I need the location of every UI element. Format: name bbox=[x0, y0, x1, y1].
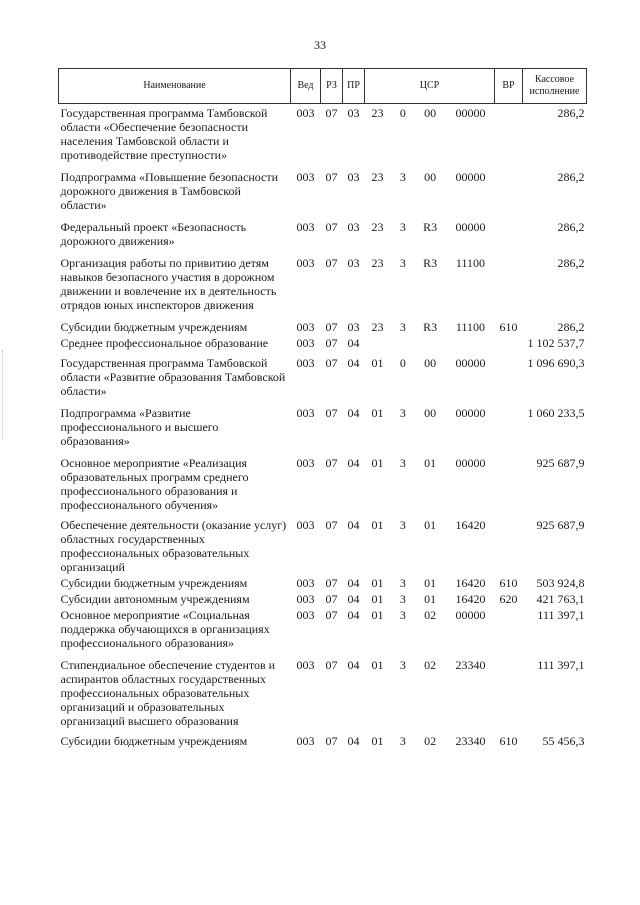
csr-part: 01 bbox=[424, 592, 437, 606]
row-pr: 04 bbox=[347, 592, 360, 606]
csr-part: 02 bbox=[424, 734, 437, 748]
row-amount: 286,2 bbox=[557, 170, 585, 184]
row-amount: 421 763,1 bbox=[536, 592, 585, 606]
row-pr: 04 bbox=[347, 356, 360, 370]
csr-code bbox=[367, 256, 493, 270]
header-name: Наименование bbox=[59, 69, 291, 104]
row-pr: 04 bbox=[347, 336, 360, 350]
csr-part: 02 bbox=[424, 608, 437, 622]
row-rz: 07 bbox=[325, 576, 338, 590]
csr-part: 00000 bbox=[455, 220, 486, 234]
csr-code bbox=[367, 734, 493, 748]
row-name: Субсидии бюджетным учреждениям bbox=[60, 320, 248, 334]
row-ved: 003 bbox=[296, 106, 315, 120]
row-name: Основное мероприятие «Реализация образовательных программ среднего профессионального образования и профессионального обучения» bbox=[60, 456, 249, 512]
csr-part: 00000 bbox=[455, 406, 486, 420]
row-pr: 04 bbox=[347, 518, 360, 532]
row-csr bbox=[365, 212, 495, 248]
row-amount: 111 397,1 bbox=[537, 608, 585, 622]
csr-part: 00 bbox=[424, 170, 437, 184]
csr-part: 0 bbox=[399, 356, 406, 370]
csr-part: 01 bbox=[371, 608, 384, 622]
table-row bbox=[59, 350, 587, 398]
row-csr bbox=[365, 162, 495, 212]
csr-part: 3 bbox=[399, 608, 406, 622]
row-rz: 07 bbox=[325, 170, 338, 184]
row-ved: 003 bbox=[296, 256, 315, 270]
csr-part: 11100 bbox=[455, 256, 486, 270]
row-amount: 1 060 233,5 bbox=[527, 406, 585, 420]
table-row bbox=[59, 104, 587, 163]
csr-part: 23 bbox=[371, 170, 384, 184]
row-pr: 04 bbox=[347, 456, 360, 470]
row-amount: 925 687,9 bbox=[536, 518, 585, 532]
row-vr: 620 bbox=[499, 592, 518, 606]
row-pr: 04 bbox=[347, 658, 360, 672]
csr-part: R3 bbox=[423, 256, 438, 270]
table-row bbox=[59, 312, 587, 334]
header-rz: РЗ bbox=[321, 69, 343, 104]
row-pr: 03 bbox=[347, 256, 360, 270]
csr-part: 23 bbox=[371, 106, 384, 120]
row-rz: 07 bbox=[325, 106, 338, 120]
csr-part: 3 bbox=[399, 170, 406, 184]
row-rz: 07 bbox=[325, 320, 338, 334]
row-amount: 286,2 bbox=[557, 106, 585, 120]
row-vr bbox=[495, 212, 523, 248]
row-name: Основное мероприятие «Социальная поддержка обучающихся в организациях профессионального образования» bbox=[60, 608, 270, 650]
csr-part: 16420 bbox=[455, 518, 486, 532]
csr-part: 01 bbox=[371, 576, 384, 590]
row-vr bbox=[495, 650, 523, 728]
row-name: Федеральный проект «Безопасность дорожного движения» bbox=[60, 220, 247, 248]
row-name: Подпрограмма «Развитие профессионального и высшего образования» bbox=[60, 406, 219, 448]
row-amount: 1 102 537,7 bbox=[527, 336, 585, 350]
csr-code bbox=[367, 170, 493, 184]
row-vr bbox=[495, 512, 523, 574]
csr-part: 3 bbox=[399, 406, 406, 420]
csr-part: 16420 bbox=[455, 576, 486, 590]
row-pr: 03 bbox=[347, 220, 360, 234]
csr-code bbox=[367, 456, 493, 470]
page-number: 33 bbox=[314, 38, 326, 52]
row-csr bbox=[365, 650, 495, 728]
csr-part: 00000 bbox=[455, 356, 486, 370]
header-amount: Кассовое исполнение bbox=[523, 69, 587, 104]
row-rz: 07 bbox=[325, 336, 338, 350]
csr-part: 00 bbox=[424, 356, 437, 370]
csr-part: 00000 bbox=[455, 106, 486, 120]
row-name: Организация работы по привитию детям навыков безопасного участия в дорожном движении и вовлечение их в деятельность отрядов юных инспекторов движения bbox=[60, 256, 277, 312]
row-rz: 07 bbox=[325, 734, 338, 748]
row-pr: 04 bbox=[347, 734, 360, 748]
row-rz: 07 bbox=[325, 518, 338, 532]
row-csr bbox=[365, 512, 495, 574]
csr-code bbox=[367, 608, 493, 622]
csr-part: 3 bbox=[399, 220, 406, 234]
row-pr: 04 bbox=[347, 576, 360, 590]
row-vr bbox=[495, 162, 523, 212]
csr-part: 3 bbox=[399, 592, 406, 606]
row-ved: 003 bbox=[296, 734, 315, 748]
row-amount: 286,2 bbox=[557, 320, 585, 334]
row-pr: 04 bbox=[347, 406, 360, 420]
csr-part: 01 bbox=[371, 592, 384, 606]
csr-part: 0 bbox=[399, 106, 406, 120]
csr-part: 00000 bbox=[455, 608, 486, 622]
csr-part: 01 bbox=[371, 356, 384, 370]
table-row bbox=[59, 212, 587, 248]
csr-part: 3 bbox=[399, 256, 406, 270]
csr-part: 01 bbox=[371, 406, 384, 420]
row-csr bbox=[365, 248, 495, 312]
table-row bbox=[59, 590, 587, 606]
table-row bbox=[59, 398, 587, 448]
row-pr: 04 bbox=[347, 608, 360, 622]
csr-part: 00 bbox=[424, 106, 437, 120]
csr-code bbox=[367, 106, 493, 120]
row-csr bbox=[365, 606, 495, 650]
header-pr: ПР bbox=[343, 69, 365, 104]
row-csr bbox=[365, 590, 495, 606]
csr-part: 3 bbox=[399, 518, 406, 532]
row-ved: 003 bbox=[296, 456, 315, 470]
row-amount: 286,2 bbox=[557, 220, 585, 234]
row-rz: 07 bbox=[325, 608, 338, 622]
csr-part: 02 bbox=[424, 658, 437, 672]
csr-code bbox=[367, 518, 493, 532]
row-name: Государственная программа Тамбовской области «Развитие образования Тамбовской области» bbox=[60, 356, 286, 398]
row-vr bbox=[495, 334, 523, 350]
row-name: Субсидии автономным учреждениям bbox=[60, 592, 250, 606]
csr-part: 00000 bbox=[455, 170, 486, 184]
row-csr bbox=[365, 350, 495, 398]
row-csr bbox=[365, 312, 495, 334]
csr-part: 01 bbox=[424, 518, 437, 532]
row-vr: 610 bbox=[499, 734, 518, 748]
row-rz: 07 bbox=[325, 220, 338, 234]
csr-code bbox=[367, 320, 493, 334]
budget-table bbox=[58, 68, 587, 748]
csr-part: 3 bbox=[399, 576, 406, 590]
row-rz: 07 bbox=[325, 256, 338, 270]
row-ved: 003 bbox=[296, 220, 315, 234]
row-vr bbox=[495, 606, 523, 650]
row-amount: 1 096 690,3 bbox=[527, 356, 585, 370]
row-amount: 55 456,3 bbox=[542, 734, 585, 748]
row-name: Среднее профессиональное образование bbox=[60, 336, 269, 350]
row-pr: 03 bbox=[347, 106, 360, 120]
csr-part: 01 bbox=[371, 518, 384, 532]
csr-code bbox=[367, 356, 493, 370]
row-ved: 003 bbox=[296, 518, 315, 532]
row-name: Субсидии бюджетным учреждениям bbox=[60, 576, 248, 590]
row-ved: 003 bbox=[296, 592, 315, 606]
row-rz: 07 bbox=[325, 406, 338, 420]
table-row bbox=[59, 728, 587, 748]
row-vr: 610 bbox=[499, 320, 518, 334]
csr-part: 01 bbox=[424, 576, 437, 590]
csr-code bbox=[367, 406, 493, 420]
row-csr bbox=[365, 104, 495, 163]
csr-part: 00 bbox=[424, 406, 437, 420]
row-ved: 003 bbox=[296, 576, 315, 590]
row-ved: 003 bbox=[296, 170, 315, 184]
table-row bbox=[59, 574, 587, 590]
table-body bbox=[59, 104, 587, 749]
row-name: Субсидии бюджетным учреждениям bbox=[60, 734, 248, 748]
table-row bbox=[59, 248, 587, 312]
table-row bbox=[59, 334, 587, 350]
row-ved: 003 bbox=[296, 320, 315, 334]
csr-part: 01 bbox=[371, 456, 384, 470]
csr-part: 23 bbox=[371, 220, 384, 234]
row-name: Обеспечение деятельности (оказание услуг) областных государственных профессиональных образовательных организаций bbox=[60, 518, 287, 574]
header-ved: Вед bbox=[291, 69, 321, 104]
table-row bbox=[59, 448, 587, 512]
csr-part: 3 bbox=[399, 658, 406, 672]
row-csr bbox=[365, 574, 495, 590]
row-rz: 07 bbox=[325, 456, 338, 470]
csr-part: R3 bbox=[423, 320, 438, 334]
row-vr bbox=[495, 248, 523, 312]
row-vr bbox=[495, 104, 523, 163]
table-row bbox=[59, 650, 587, 728]
budget-sheet bbox=[58, 68, 586, 748]
csr-part: 3 bbox=[399, 320, 406, 334]
row-ved: 003 bbox=[296, 356, 315, 370]
table-row bbox=[59, 606, 587, 650]
row-rz: 07 bbox=[325, 658, 338, 672]
csr-part: 11100 bbox=[455, 320, 486, 334]
row-ved: 003 bbox=[296, 336, 315, 350]
row-name: Подпрограмма «Повышение безопасности дорожного движения в Тамбовской области» bbox=[60, 170, 279, 212]
row-amount: 286,2 bbox=[557, 256, 585, 270]
row-csr bbox=[365, 398, 495, 448]
header-csr: ЦСР bbox=[365, 69, 495, 104]
scan-edge-mark bbox=[2, 350, 4, 440]
csr-part: 01 bbox=[371, 734, 384, 748]
csr-part: 3 bbox=[399, 734, 406, 748]
csr-part: 00000 bbox=[455, 456, 486, 470]
row-ved: 003 bbox=[296, 658, 315, 672]
row-csr bbox=[365, 448, 495, 512]
csr-part: R3 bbox=[423, 220, 438, 234]
csr-code bbox=[367, 576, 493, 590]
row-amount: 503 924,8 bbox=[536, 576, 585, 590]
csr-part: 01 bbox=[371, 658, 384, 672]
row-amount: 111 397,1 bbox=[537, 658, 585, 672]
row-pr: 03 bbox=[347, 170, 360, 184]
row-ved: 003 bbox=[296, 406, 315, 420]
csr-code bbox=[367, 220, 493, 234]
row-vr: 610 bbox=[499, 576, 518, 590]
row-vr bbox=[495, 448, 523, 512]
row-vr bbox=[495, 398, 523, 448]
row-rz: 07 bbox=[325, 356, 338, 370]
csr-part: 23 bbox=[371, 256, 384, 270]
row-csr bbox=[365, 728, 495, 748]
row-name: Стипендиальное обеспечение студентов и аспирантов областных государственных профессиональных образовательных организаций и образовательных организаций высшего образования bbox=[60, 658, 276, 728]
table-header bbox=[59, 69, 587, 104]
csr-code bbox=[367, 592, 493, 606]
row-csr bbox=[365, 334, 495, 350]
csr-part: 23340 bbox=[455, 658, 486, 672]
row-rz: 07 bbox=[325, 592, 338, 606]
csr-code bbox=[367, 658, 493, 672]
row-vr bbox=[495, 350, 523, 398]
row-amount: 925 687,9 bbox=[536, 456, 585, 470]
row-pr: 03 bbox=[347, 320, 360, 334]
table-row bbox=[59, 512, 587, 574]
header-vr: ВР bbox=[495, 69, 523, 104]
csr-part: 16420 bbox=[455, 592, 486, 606]
csr-part: 23 bbox=[371, 320, 384, 334]
csr-part: 3 bbox=[399, 456, 406, 470]
csr-part: 23340 bbox=[455, 734, 486, 748]
row-ved: 003 bbox=[296, 608, 315, 622]
table-row bbox=[59, 162, 587, 212]
row-name: Государственная программа Тамбовской области «Обеспечение безопасности населения Тамбовской области и противодействие преступности» bbox=[60, 106, 268, 162]
csr-part: 01 bbox=[424, 456, 437, 470]
